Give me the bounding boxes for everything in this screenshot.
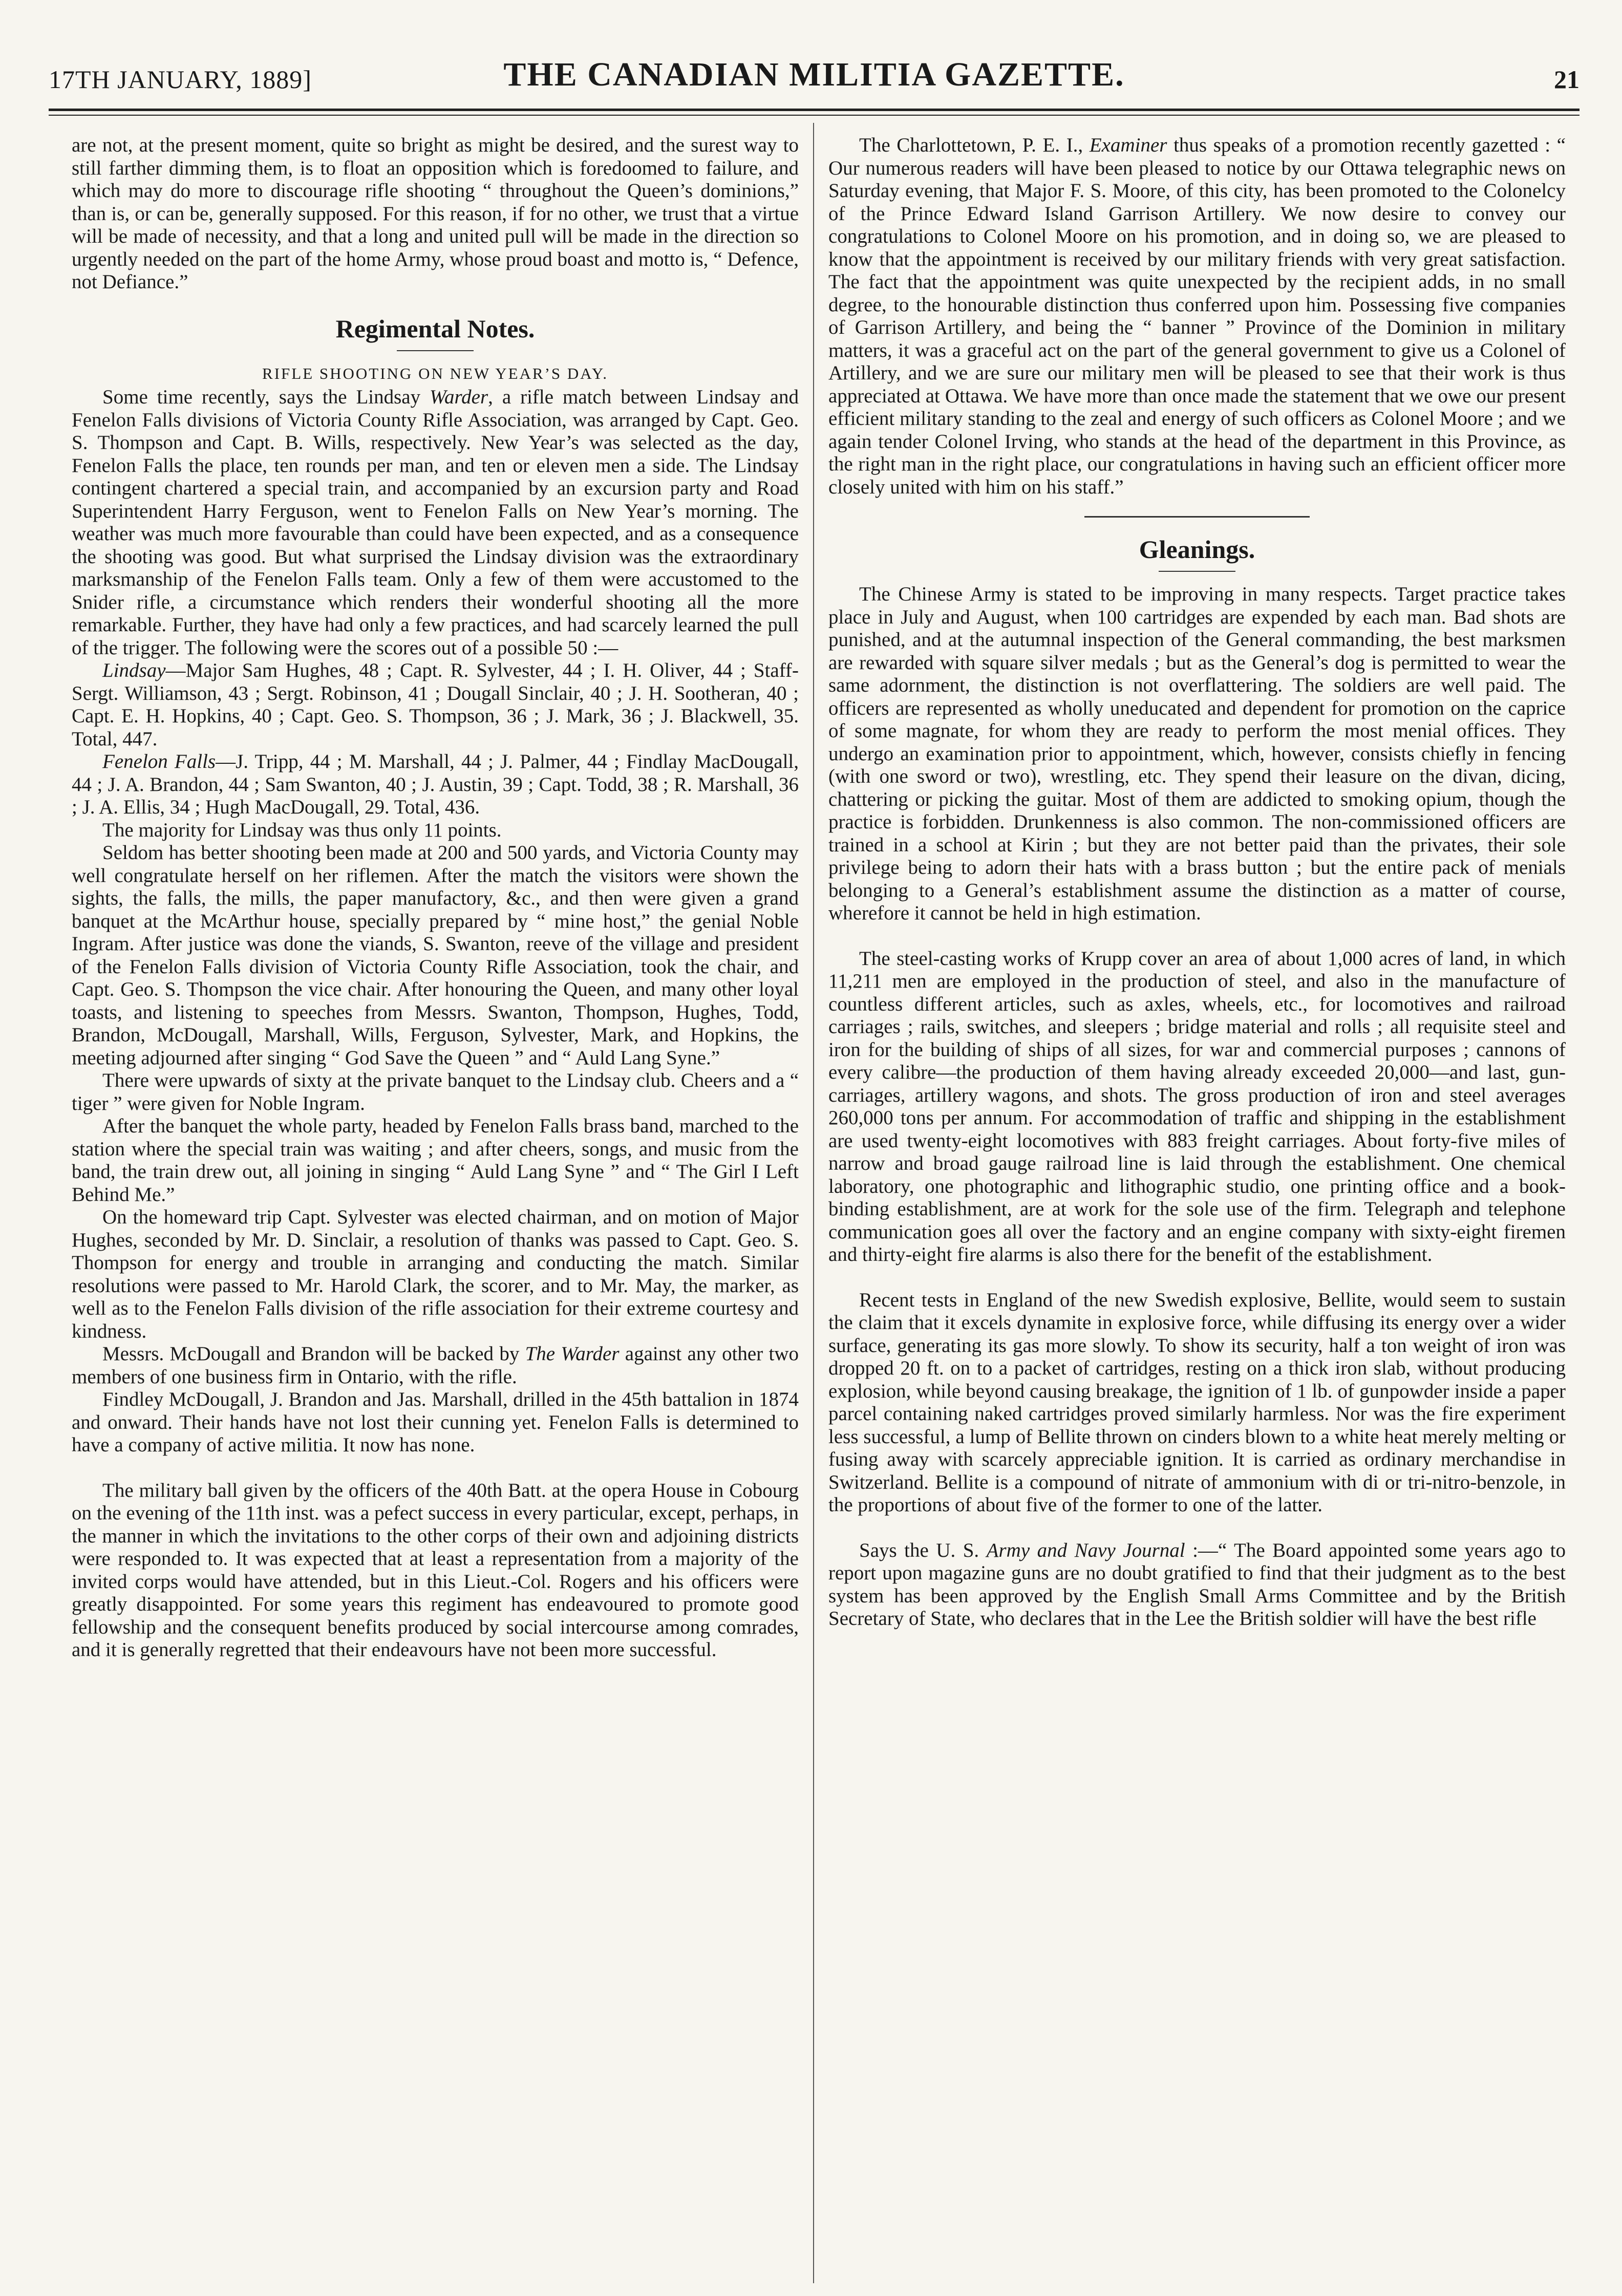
- intro-paragraph: are not, at the present moment, quite so bright as might be desired, and the surest way to still farther dimming them, is to float an opposition which is foredoomed to failure, and which may do more to discourage rifle shooting “ throughout the Queen’s dominions,” than is, or can be, generally supposed. For this reason, if for no other, we trust that a virtue will be made of necessity, and that a long and united pull will be made in the direction so urgently needed on the part of the home Army, whose proud boast and motto is, “ Defence, not Defiance.”: [72, 134, 799, 293]
- findley-paragraph: Findley McDougall, J. Brandon and Jas. Marshall, drilled in the 45th battalion in 1874 and onward. Their hands have not lost their cunning yet. Fenelon Falls is determined to have a company of active militia. It now has none.: [72, 1388, 799, 1456]
- majority-paragraph: The majority for Lindsay was thus only 11 points.: [102, 819, 502, 841]
- seldom-paragraph: Seldom has better shooting been made at 200 and 500 yards, and Victoria County may well congratulate herself on her riflemen. After the match the visitors were shown the sights, the falls, the mills, the paper manufactory, &c., and then were given a grand banquet at the McArthur house, specially prepared by “ mine host,” the genial Noble Ingram. After justice was done the viands, S. Swanton, reeve of the village and president of the Fenelon Falls division of Victoria County Rifle Association, took the chair, and Capt. Geo. S. Thompson the vice chair. After honouring the Queen, and many other loyal toasts, and listening to speeches from Messrs. Swanton, Thompson, Hughes, Todd, Brandon, McDougall, Marshall, Wills, Ferguson, Sylvester, Mark, and Hopkins, the meeting adjourned after singing “ God Save the Queen ” and “ Auld Lang Syne.”: [72, 842, 799, 1069]
- homeward-paragraph: On the homeward trip Capt. Sylvester was elected chairman, and on motion of Major Hughes, seconded by Mr. D. Sinclair, a resolution of thanks was passed to Capt. Geo. S. Thompson for energy and trouble in arranging and conducting the match. Similar resolutions were passed to Mr. Harold Clark, the scorer, and to Mr. May, the marker, as well as to the Fenelon Falls division of the rifle association for their extreme courtesy and kindness.: [72, 1206, 799, 1342]
- krupp-paragraph: The steel-casting works of Krupp cover an area of about 1,000 acres of land, in which 11,211 men are employed in the production of steel, and also in the manufacture of countless different articles, such as axles, wheels, etc., for locomotives and railroad carriages ; rails, switches, and sleepers ; bridge material and rolls ; all requisite steel and iron for the building of ships of all sizes, for war and commercial purposes ; cannons of every calibre—the production of them having already exceeded 20,000—and last, gun-carriages, artillery wagons, and shots. The gross production of iron and steel averages 260,000 tons per annum. For accommodation of traffic and shipping in the establishment are used twenty-eight locomotives with 883 freight carriages. About forty-five miles of narrow and broad gauge railroad line is laid through the establishment. One chemical laboratory, one photographic and lithographic studio, one printing office and a book-binding establishment, are at work for the sole use of the firm. Telegraph and telephone communication goes all over the factory and an engine company with sixty-eight firemen and thirty-eight fire alarms is also there for the benefit of the establishment.: [828, 947, 1566, 1265]
- section-title-regimental-notes: Regimental Notes.: [335, 314, 535, 343]
- page-number: 21: [1554, 65, 1580, 94]
- section-rule: [1159, 571, 1235, 572]
- bellite-paragraph: Recent tests in England of the new Swedish explosive, Bellite, would seem to sustain the claim that it excels dynamite in explosive force, while diffusing its energy over a wider surface, generating its gas more slowly. To show its security, half a ton weight of iron was dropped 20 ft. on to a packet of cartridges, resting on a thick iron slab, without producing explosion, while beyond causing breakage, the ignition of 1 lb. of gunpowder inside a paper parcel containing naked cartridges proved similarly harmless. Nor was the fire experiment less successful, a lump of Bellite thrown on cinders blown to a white heat merely melting or fusing away with scarcely appreciable ignition. It is carried as ordinary merchandise in Switzerland. Bellite is a compound of nitrate of ammonium with di or tri-nitro-benzole, in the proportions of about five of the former to one of the latter.: [828, 1289, 1566, 1516]
- sixty-paragraph: There were upwards of sixty at the private banquet to the Lindsay club. Cheers and a “ tiger ” were given for Noble Ingram.: [72, 1069, 799, 1114]
- rifle-match-paragraph: Some time recently, says the Lindsay Warder, a rifle match between Lindsay and Fenelon Falls divisions of Victoria County Rifle Association, was arranged by Capt. Geo. S. Thompson and Capt. B. Wills, respectively. New Year’s was selected as the day, Fenelon Falls the place, ten rounds per man, and ten or eleven men a side. The Lindsay contingent chartered a special train, and accompanied by an excursion party and Road Superintendent Harry Ferguson, went to Fenelon Falls on New Year’s morning. The weather was much more favourable than could have been expected, and as a consequence the shooting was good. But what surprised the Lindsay division was the extraordinary marksmanship of the Fenelon Falls team. Only a few of them were accustomed to the Snider rifle, a circumstance which renders their wonderful shooting all the more remarkable. Further, they have had only a few practices, and had scarcely learned the pull of the trigger. The following were the scores out of a possible 50 :—: [72, 386, 799, 659]
- section-rule-wide: [1084, 516, 1310, 518]
- section-rule: [397, 350, 474, 351]
- after-banquet-paragraph: After the banquet the whole party, headed by Fenelon Falls brass band, marched to the station where the special train was waiting ; and after cheers, songs, and music from the band, the train drew out, all joining in singing “ Auld Lang Syne ” and “ The Girl I Left Behind Me.”: [72, 1115, 799, 1206]
- army-navy-journal-paragraph: Says the U. S. Army and Navy Journal :—“ The Board appointed some years ago to report upon magazine guns are no doubt gratified to find that their judgment as to the best system has been approved by the English Small Arms Committee and by the British Secretary of State, who declares that in the Lee the British soldier will have the best rifle: [828, 1539, 1566, 1629]
- charlottetown-paragraph: The Charlottetown, P. E. I., Examiner thus speaks of a promotion recently gazetted : “ Our numerous readers will have been pleased to notice by our Ottawa telegraphic news on Saturday evening, that Major F. S. Moore, of this city, has been promoted to the Colonelcy of the Prince Edward Island Garrison Artillery. We now desire to convey our congratulations to Colonel Moore on his promotion, and in doing so, we are pleased to know that the appointment is received by our military friends with very great satisfaction. The fact that the appointment was quite unexpected by the recipient adds, in no small degree, to the honourable distinction thus conferred upon him. Possessing five companies of Garrison Artillery, and being the “ banner ” Province of the Dominion in military matters, it was a graceful act on the part of the general government to give us a Colonel of Artillery, and we are sure our military men will be pleased to see that their work is thus appreciated at Ottawa. We have more than once made the statement that we owe our present efficient military standing to the zeal and energy of such officers as Colonel Moore ; and we again tender Colonel Irving, who stands at the head of the department in this Province, as the right man in the right place, our congratulations in having such an efficient officer more closely united with him on his staff.”: [828, 134, 1566, 498]
- masthead-title: THE CANADIAN MILITIA GAZETTE.: [503, 56, 1125, 93]
- chinese-army-paragraph: The Chinese Army is stated to be improving in many respects. Target practice takes place in July and August, when 100 cartridges are expended by each man. Bad shots are punished, and at the autumnal inspection of the General commanding, the best marksmen are rewarded with square silver medals ; but as the General’s dog is permitted to wear the same adornment, the distinction is not overflattering. The soldiers are well paid. The officers are represented as wholly uneducated and dependent for promotion on the caprice of some magnate, for whom they are ready to perform the most menial offices. They undergo an examination prior to appointment, which, however, consists chiefly in fencing (with one sword or two), wrestling, etc. They spend their leasure on the divan, dicing, chattering or picking the guitar. Most of them are addicted to smoking opium, though the practice is forbidden. Drunkenness is also common. The non-commissioned officers are trained in a school at Kirin ; but they are not better paid than the privates, their sole privilege being to adorn their hats with a brass button ; but the entire pack of menials belonging to a General’s establishment assume the distinction as a matter of course, wherefore it cannot be held in high estimation.: [828, 583, 1566, 924]
- article-subhead: RIFLE SHOOTING ON NEW YEAR’S DAY.: [262, 364, 608, 382]
- section-title-gleanings: Gleanings.: [1139, 535, 1255, 564]
- fenelon-scores: Fenelon Falls—J. Tripp, 44 ; M. Marshall, 44 ; J. Palmer, 44 ; Findlay MacDougall, 44 ; J. A. Brandon, 44 ; Sam Swanton, 40 ; J. Austin, 39 ; Capt. Todd, 38 ; R. Marshall, 36 ; J. A. Ellis, 34 ; Hugh MacDougall, 29. Total, 436.: [72, 750, 799, 818]
- military-ball-paragraph: The military ball given by the officers of the 40th Batt. at the opera House in Cobourg on the evening of the 11th inst. was a pefect success in every particular, except, perhaps, in the manner in which the invitations to the other corps of their own and adjoining districts were responded to. It was expected that at least a representation from a majority of the invited corps would have attended, but in this Lieut.-Col. Rogers and his officers were greatly disappointed. For some years this regiment has endeavoured to promote good fellowship and the consequent benefits produced by social intercourse among comrades, and it is generally regretted that their endeavours have not been more successful.: [72, 1479, 799, 1661]
- column-divider: [813, 123, 814, 2283]
- issue-date: 17TH JANUARY, 1889]: [49, 65, 312, 94]
- page-header: [49, 55, 1580, 101]
- header-rule-thin: [49, 115, 1580, 116]
- lindsay-scores: Lindsay—Major Sam Hughes, 48 ; Capt. R. Sylvester, 44 ; I. H. Oliver, 44 ; Staff-Sergt. Williamson, 43 ; Sergt. Robinson, 41 ; Dougall Sinclair, 40 ; J. H. Sootheran, 40 ; Capt. E. H. Hopkins, 40 ; Capt. Geo. S. Thompson, 36 ; J. Mark, 36 ; J. Blackwell, 35. Total, 447.: [72, 659, 799, 750]
- right-column: [828, 134, 1566, 2284]
- header-rule-thick: [49, 109, 1580, 111]
- messrs-paragraph: Messrs. McDougall and Brandon will be backed by The Warder against any other two members of one business firm in Ontario, with the rifle.: [72, 1343, 799, 1388]
- left-column: [72, 134, 799, 2284]
